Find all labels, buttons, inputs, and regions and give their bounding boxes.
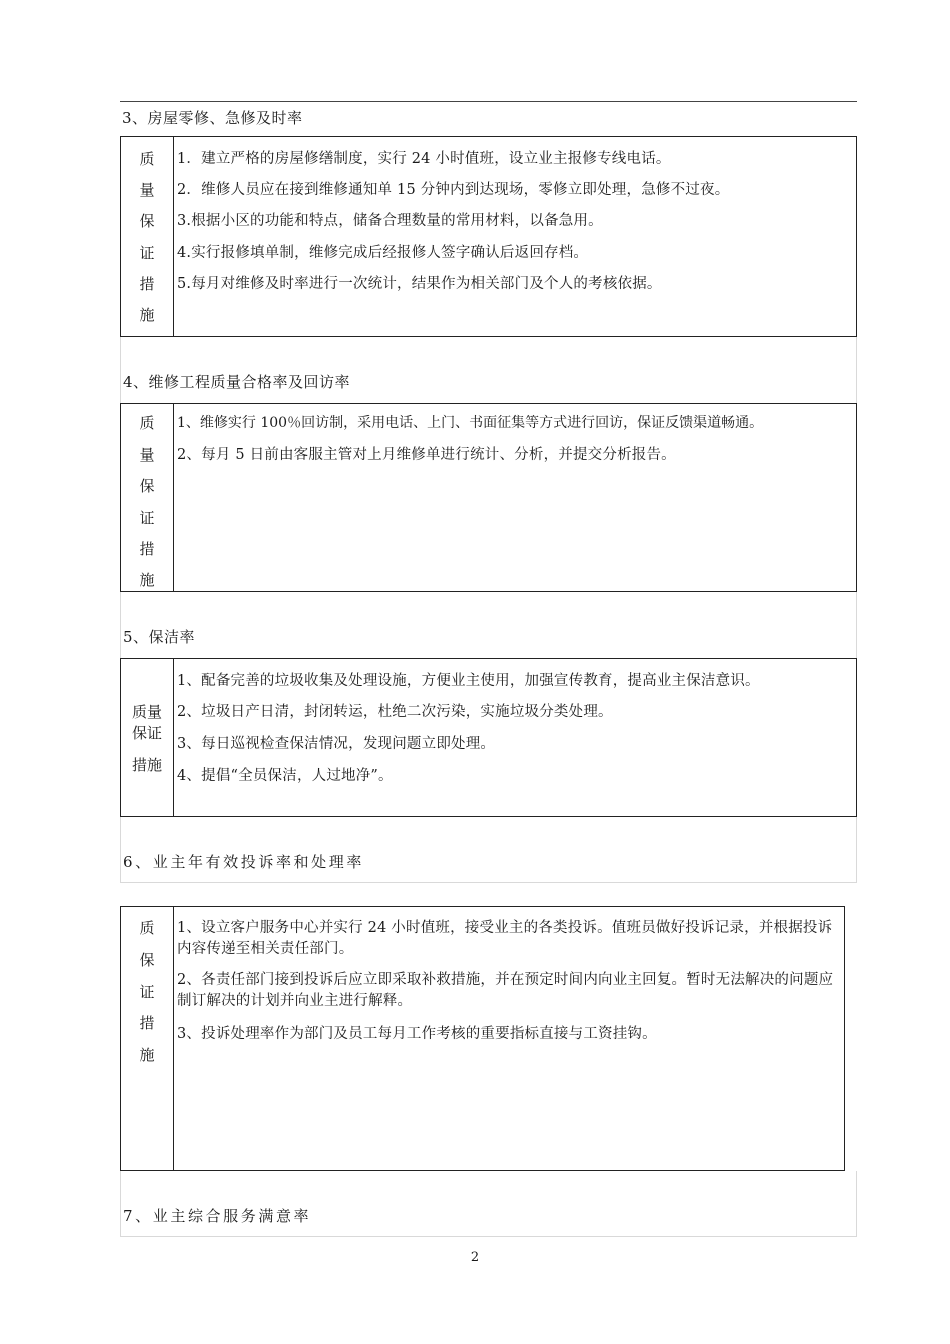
label-char: 证 [139,983,155,1001]
section-4-table [120,403,857,592]
measure-item: 1、设立客户服务中心并实行 24 小时值班，接受业主的各类投诉。值班员做好投诉记录，并根据投诉内容传递至相关责任部门。 [177,920,833,957]
measure-item: 1、配备完善的垃圾收集及处理设施，方便业主使用，加强宣传教育，提高业主保洁意识。 [177,673,760,689]
label-char: 质 [139,414,155,432]
label-char: 证 [139,509,155,527]
label-char: 证 [139,244,155,262]
section-7-heading-band [120,1171,857,1237]
label-char: 量 [139,446,155,464]
label-char: 量 [139,181,155,199]
label-char: 质量 [131,703,162,721]
measure-item: 5.每月对维修及时率进行一次统计，结果作为相关部门及个人的考核依据。 [177,276,662,292]
measure-item: 1、维修实行 100％回访制，采用电话、上门、书面征集等方式进行回访，保证反馈渠道畅通。 [177,415,764,431]
section-5-label-column [121,659,174,816]
label-char: 保 [139,212,155,230]
section-5-heading: 5、保洁率 [123,628,196,646]
label-char: 措施 [131,756,162,774]
section-7-heading: 7、业主综合服务满意率 [123,1207,312,1225]
label-char: 施 [139,306,155,324]
section-3-table [120,136,857,337]
section-5-heading-band [120,592,857,659]
label-char: 保证 [131,724,162,742]
measure-item: 3.根据小区的功能和特点，储备合理数量的常用材料，以备急用。 [177,213,603,229]
label-char: 质 [139,150,155,168]
measure-item: 2、垃圾日产日清，封闭转运，杜绝二次污染，实施垃圾分类处理。 [177,704,613,720]
measure-item: 3、每日巡视检查保洁情况，发现问题立即处理。 [177,736,496,752]
label-char: 措 [139,1014,155,1032]
section-3-heading-band [120,101,857,137]
measure-item: 1．建立严格的房屋修缮制度，实行 24 小时值班，设立业主报修专线电话。 [177,151,671,167]
measure-item: 3、投诉处理率作为部门及员工每月工作考核的重要指标直接与工资挂钩。 [177,1026,657,1042]
measure-item: 2．维修人员应在接到维修通知单 15 分钟内到达现场，零修立即处理，急修不过夜。 [177,182,730,198]
label-char: 质 [139,919,155,937]
section-3-heading: 3、房屋零修、急修及时率 [122,109,303,127]
section-4-heading: 4、维修工程质量合格率及回访率 [123,373,351,391]
label-char: 保 [139,951,155,969]
section-6-heading-band [120,817,857,883]
section-3-label-column [121,137,174,336]
measure-item: 2、各责任部门接到投诉后应立即采取补救措施，并在预定时间内向业主回复。暂时无法解决的问题应制订解决的计划并向业主进行解释。 [177,972,834,1009]
label-char: 措 [139,540,155,558]
label-char: 施 [139,1046,155,1064]
label-char: 保 [139,477,155,495]
section-5-table [120,658,857,817]
measure-item: 4、提倡“全员保洁，人过地净”。 [177,768,393,784]
section-6-table [120,906,845,1171]
section-6-label-column [121,907,174,1170]
label-char: 措 [139,275,155,293]
page-number: 2 [470,1250,480,1265]
section-6-heading: 6、业主年有效投诉率和处理率 [123,853,364,871]
measure-item: 2、每月 5 日前由客服主管对上月维修单进行统计、分析，并提交分析报告。 [177,447,676,463]
section-4-label-column [121,404,174,591]
label-char: 施 [139,571,155,589]
section-4-heading-band [120,337,857,404]
measure-item: 4.实行报修填单制，维修完成后经报修人签字确认后返回存档。 [177,245,589,261]
